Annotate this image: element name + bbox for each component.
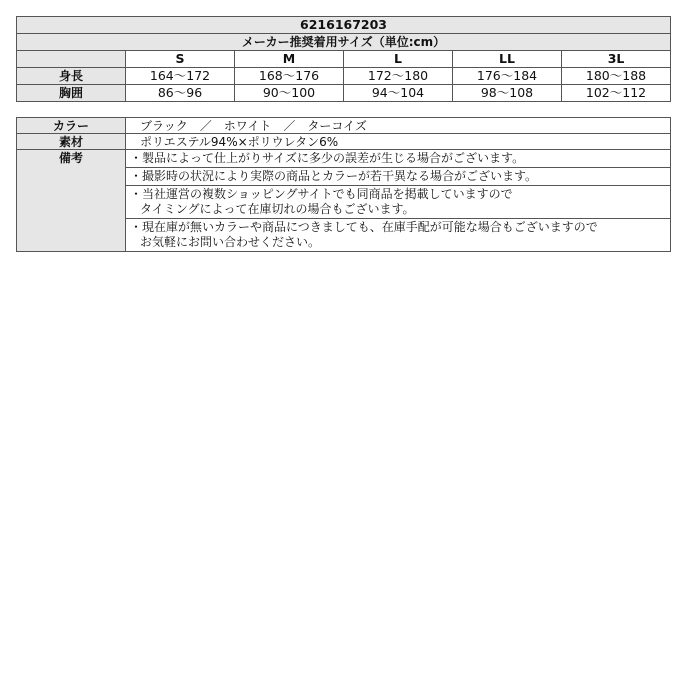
material-label: 素材 bbox=[17, 134, 126, 150]
table-row bbox=[17, 150, 671, 168]
size-header-s: S bbox=[126, 51, 235, 68]
table-row bbox=[17, 118, 671, 134]
height-s: 164〜172 bbox=[126, 68, 235, 85]
note-4-line1: ・現在庫が無いカラーや商品につきましても、在庫手配が可能な場合もございますので bbox=[130, 220, 598, 234]
color-value: ブラック ／ ホワイト ／ ターコイズ bbox=[126, 118, 671, 134]
size-header-blank bbox=[17, 51, 126, 68]
size-header-ll: LL bbox=[453, 51, 562, 68]
height-m: 168〜176 bbox=[235, 68, 344, 85]
note-3-line2: タイミングによって在庫切れの場合もございます。 bbox=[140, 202, 415, 216]
table-row bbox=[17, 68, 671, 85]
size-table-subtitle: メーカー推奨着用サイズ（単位:cm） bbox=[17, 34, 671, 51]
row-label-chest: 胸囲 bbox=[17, 85, 126, 102]
height-3l: 180〜188 bbox=[562, 68, 671, 85]
note-2-text: ・撮影時の状況により実際の商品とカラーが若干異なる場合がございます。 bbox=[130, 169, 538, 183]
note-2 bbox=[126, 168, 671, 186]
table-row bbox=[17, 134, 671, 150]
color-label: カラー bbox=[17, 118, 126, 134]
info-table bbox=[16, 117, 671, 252]
size-header-m: M bbox=[235, 51, 344, 68]
note-1-text: ・製品によって仕上がりサイズに多少の誤差が生じる場合がございます。 bbox=[130, 151, 525, 165]
chest-m: 90〜100 bbox=[235, 85, 344, 102]
note-1 bbox=[126, 150, 671, 168]
table-row bbox=[17, 85, 671, 102]
row-label-height: 身長 bbox=[17, 68, 126, 85]
note-4-line2: お気軽にお問い合わせください。 bbox=[140, 235, 321, 249]
size-header-row bbox=[17, 51, 671, 68]
size-table bbox=[16, 16, 671, 102]
chest-ll: 98〜108 bbox=[453, 85, 562, 102]
chest-s: 86〜96 bbox=[126, 85, 235, 102]
note-4 bbox=[126, 219, 671, 252]
height-ll: 176〜184 bbox=[453, 68, 562, 85]
material-value: ポリエステル94%×ポリウレタン6% bbox=[126, 134, 671, 150]
chest-3l: 102〜112 bbox=[562, 85, 671, 102]
note-3-line1: ・当社運営の複数ショッピングサイトでも同商品を掲載していますので bbox=[130, 187, 513, 201]
product-code: 6216167203 bbox=[17, 17, 671, 34]
note-3 bbox=[126, 186, 671, 219]
notes-label: 備考 bbox=[17, 150, 126, 252]
chest-l: 94〜104 bbox=[344, 85, 453, 102]
height-l: 172〜180 bbox=[344, 68, 453, 85]
size-header-3l: 3L bbox=[562, 51, 671, 68]
size-header-l: L bbox=[344, 51, 453, 68]
